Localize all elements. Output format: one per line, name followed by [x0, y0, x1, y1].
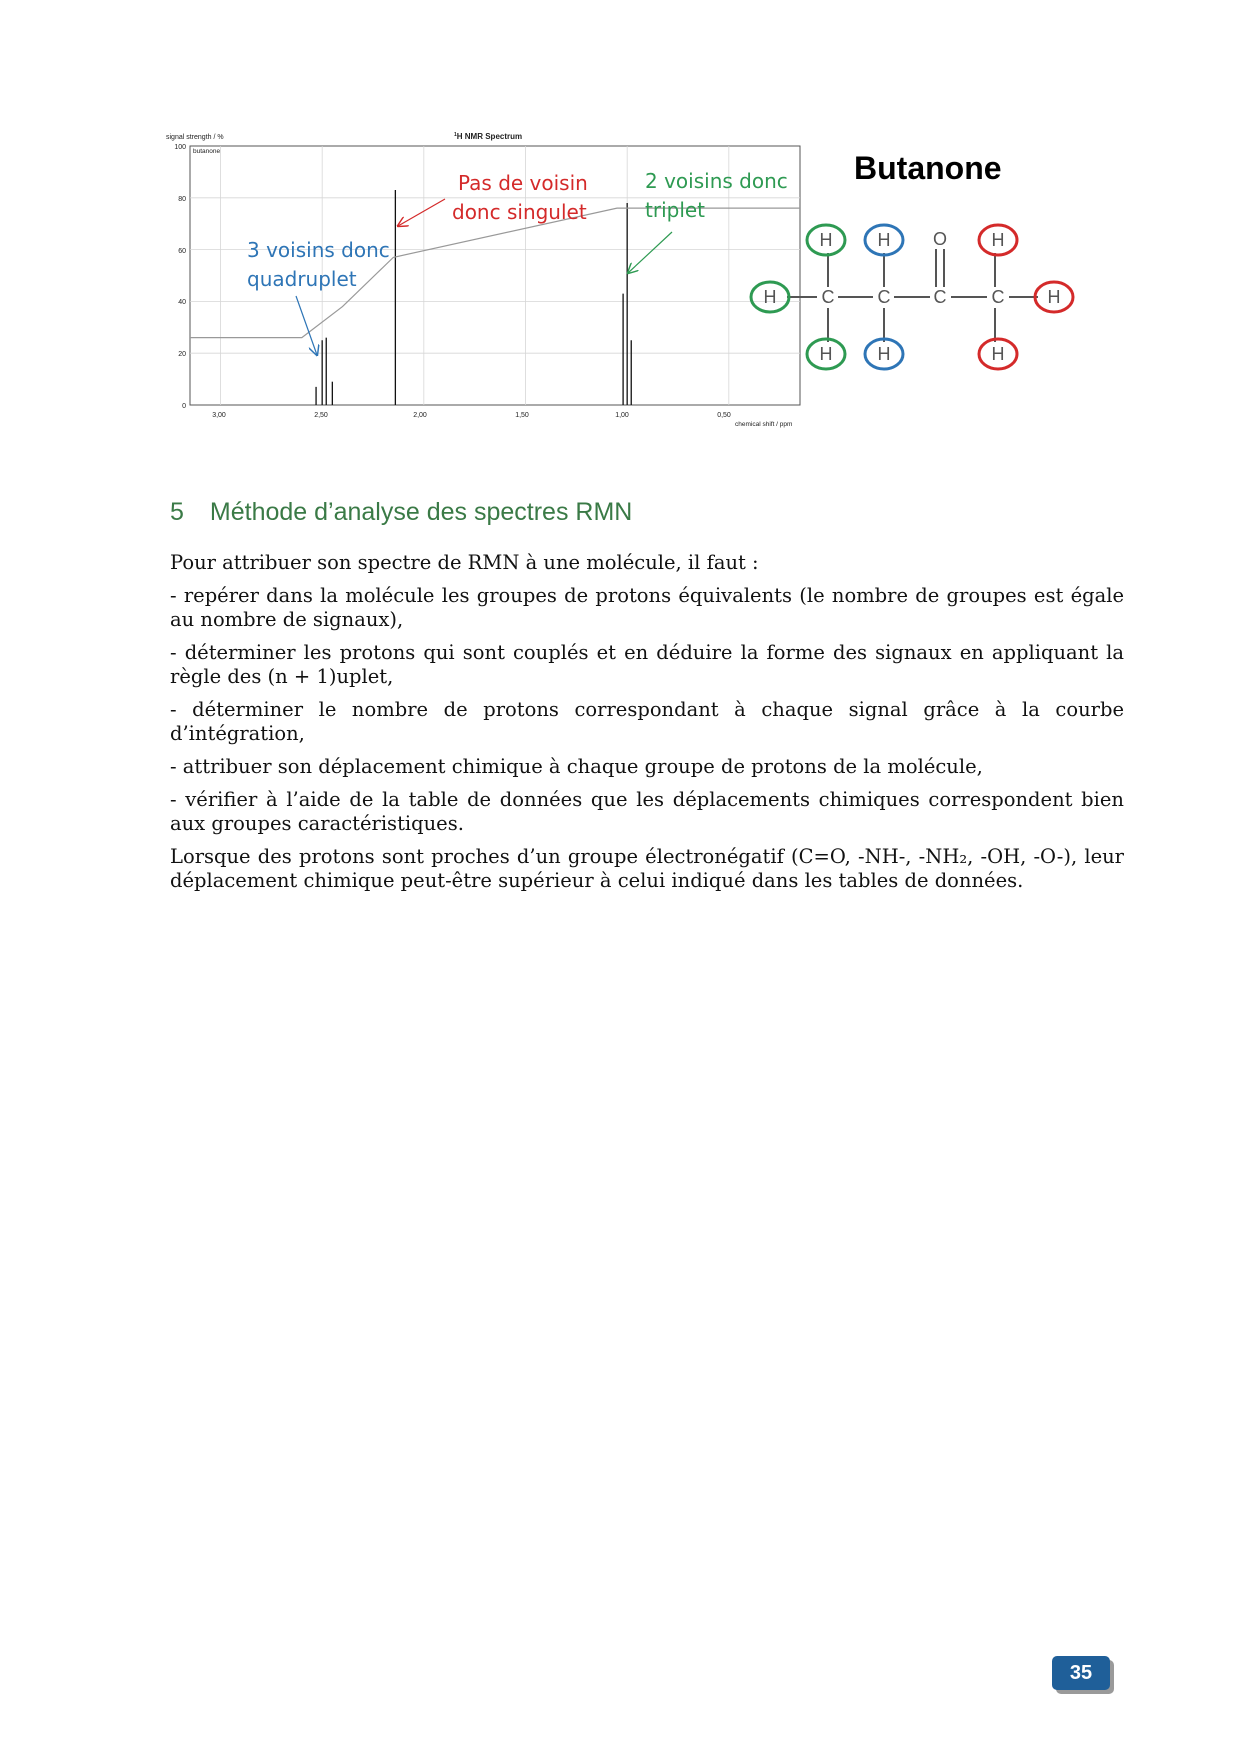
atom-carbon: C: [933, 287, 947, 307]
spectrum-sample-label: butanone: [193, 148, 221, 155]
y-tick-label: 80: [178, 196, 186, 203]
list-item: - déterminer les protons qui sont couplés et en déduire la forme des signaux en appliquant la règle des (n + 1)uplet,: [170, 641, 1124, 688]
page-number-badge: 35: [1052, 1656, 1110, 1690]
annotation-singulet-line2: donc singulet: [452, 200, 587, 224]
atom-hydrogen: H: [1047, 287, 1061, 307]
y-tick-label: 60: [178, 248, 186, 255]
spectrum-xlabel: chemical shift / ppm: [735, 421, 793, 428]
spectrum-title: [454, 132, 522, 141]
intro-paragraph: Pour attribuer son spectre de RMN à une molécule, il faut :: [170, 551, 759, 574]
y-tick-label: 40: [178, 299, 186, 306]
x-tick-label: 2,50: [314, 412, 328, 419]
atom-carbon: C: [877, 287, 891, 307]
atom-hydrogen: H: [763, 287, 777, 307]
atom-carbon: C: [991, 287, 1005, 307]
body-text: [170, 551, 1124, 902]
list-item: - déterminer le nombre de protons correspondant à chaque signal grâce à la courbe d’intégration,: [170, 698, 1124, 745]
x-tick-label: 3,00: [212, 412, 226, 419]
atom-carbon: C: [821, 287, 835, 307]
atom-hydrogen: H: [991, 230, 1005, 250]
section-heading: [170, 498, 632, 527]
atom-hydrogen: H: [877, 344, 891, 364]
molecule-title: Butanone: [854, 150, 1002, 186]
atom-hydrogen: H: [991, 344, 1005, 364]
y-tick-label: 100: [174, 144, 186, 151]
list-item: - vérifier à l’aide de la table de données que les déplacements chimiques correspondent bien aux groupes caractéristiques.: [170, 788, 1124, 835]
annotation-singulet-line1: Pas de voisin: [458, 171, 588, 195]
atom-oxygen: O: [932, 229, 948, 249]
x-tick-label: 1,00: [615, 412, 629, 419]
annotation-quadruplet-line1: 3 voisins donc: [247, 238, 390, 262]
closing-paragraph: Lorsque des protons sont proches d’un groupe électronégatif (C=O, -NH-, -NH₂, -OH, -O-), leur déplacement chimique peut-être supérieur à celui indiqué dans les tables de données.: [170, 845, 1124, 892]
x-tick-label: 2,00: [413, 412, 427, 419]
annotation-quadruplet-line2: quadruplet: [247, 267, 357, 291]
atom-hydrogen: H: [819, 344, 833, 364]
spectrum-title-text: H NMR Spectrum: [456, 132, 523, 141]
x-tick-label: 1,50: [515, 412, 529, 419]
list-item: - attribuer son déplacement chimique à chaque groupe de protons de la molécule,: [170, 755, 983, 778]
section-title: Méthode d’analyse des spectres RMN: [209, 498, 633, 526]
figure-canvas: [0, 0, 1240, 460]
y-tick-label: 0: [182, 403, 186, 410]
annotation-triplet-line2: triplet: [645, 198, 706, 222]
list-item: - repérer dans la molécule les groupes de protons équivalents (le nombre de groupes est égale au nombre de signaux),: [170, 584, 1124, 631]
annotation-triplet-line1: 2 voisins donc: [645, 169, 788, 193]
nmr-figure: [0, 0, 1240, 460]
spectrum-ylabel: signal strength / %: [166, 134, 224, 141]
x-tick-label: 0,50: [717, 412, 731, 419]
section-number: 5: [170, 498, 184, 526]
atom-hydrogen: H: [877, 230, 891, 250]
atom-hydrogen: H: [819, 230, 833, 250]
y-tick-label: 20: [178, 351, 186, 358]
spectrum-title-superscript: 1: [454, 132, 457, 138]
